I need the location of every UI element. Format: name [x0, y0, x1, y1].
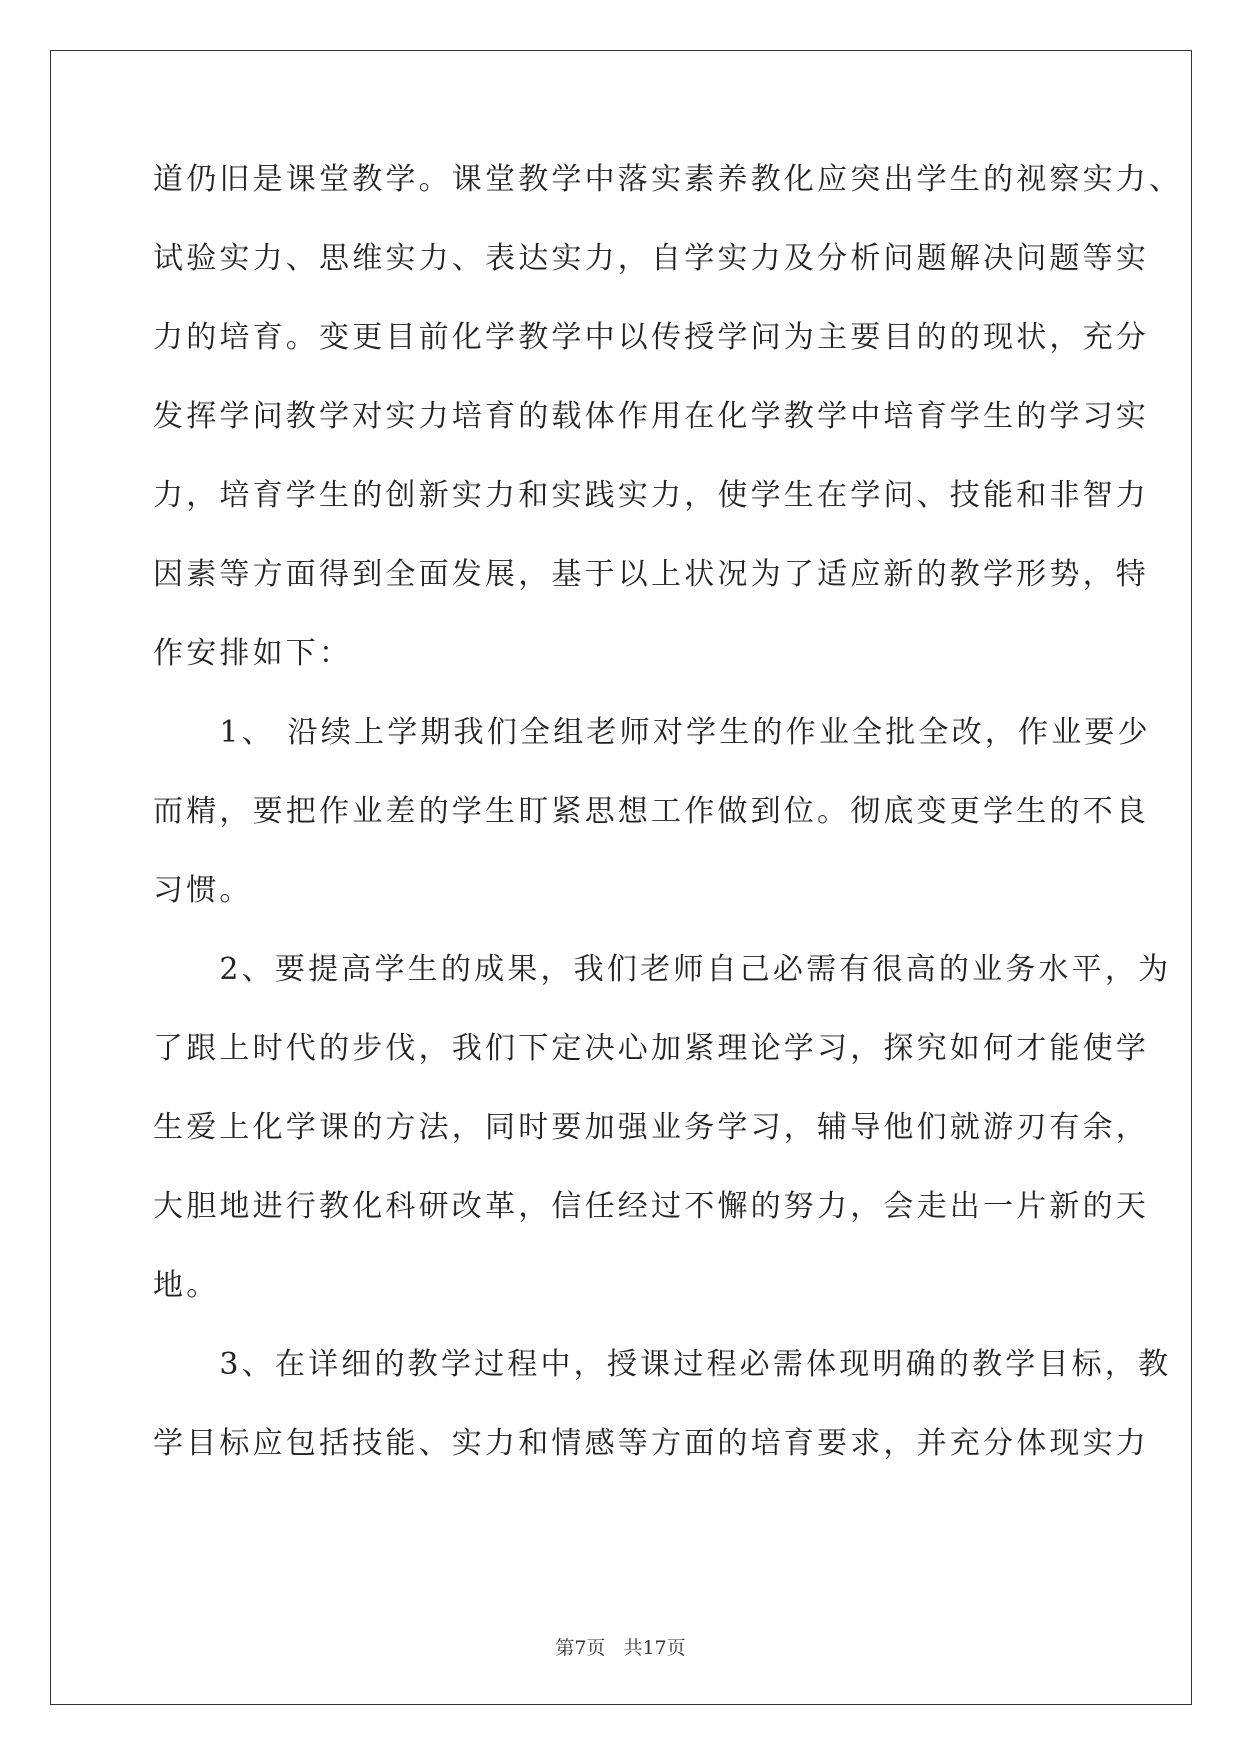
page-footer [0, 1633, 1241, 1660]
text-line: 学目标应包括技能、实力和情感等方面的培育要求，并充分体现实力 [153, 1426, 1149, 1461]
text-line: 习惯。 [153, 873, 253, 908]
text-line: 作安排如下： [153, 636, 353, 671]
text-line: 2、要提高学生的成果，我们老师自己必需有很高的业务水平，为 [153, 952, 1172, 987]
current-page-number: 第7页 [555, 1637, 606, 1659]
text-line: 地。 [153, 1268, 220, 1303]
total-page-count: 共17页 [623, 1637, 686, 1659]
text-line: 而精，要把作业差的学生盯紧思想工作做到位。彻底变更学生的不良 [153, 794, 1149, 829]
document-body [153, 160, 1183, 1503]
text-line: 力，培育学生的创新实力和实践实力，使学生在学问、技能和非智力 [153, 478, 1149, 513]
text-line: 大胆地进行教化科研改革，信任经过不懈的努力，会走出一片新的天 [153, 1189, 1149, 1224]
text-line: 生爱上化学课的方法，同时要加强业务学习，辅导他们就游刃有余， [153, 1110, 1149, 1145]
text-line: 因素等方面得到全面发展，基于以上状况为了适应新的教学形势，特 [153, 557, 1149, 592]
text-line: 3、在详细的教学过程中，授课过程必需体现明确的教学目标，教 [153, 1347, 1172, 1382]
text-line: 试验实力、思维实力、表达实力，自学实力及分析问题解决问题等实 [153, 241, 1149, 276]
text-line: 道仍旧是课堂教学。课堂教学中落实素养教化应突出学生的视察实力、 [153, 162, 1183, 197]
text-line: 了跟上时代的步伐，我们下定决心加紧理论学习，探究如何才能使学 [153, 1031, 1149, 1066]
text-line: 力的培育。变更目前化学教学中以传授学问为主要目的的现状，充分 [153, 320, 1149, 355]
text-line: 发挥学问教学对实力培育的载体作用在化学教学中培育学生的学习实 [153, 399, 1149, 434]
text-line: 1、 沿续上学期我们全组老师对学生的作业全批全改，作业要少 [153, 715, 1151, 750]
